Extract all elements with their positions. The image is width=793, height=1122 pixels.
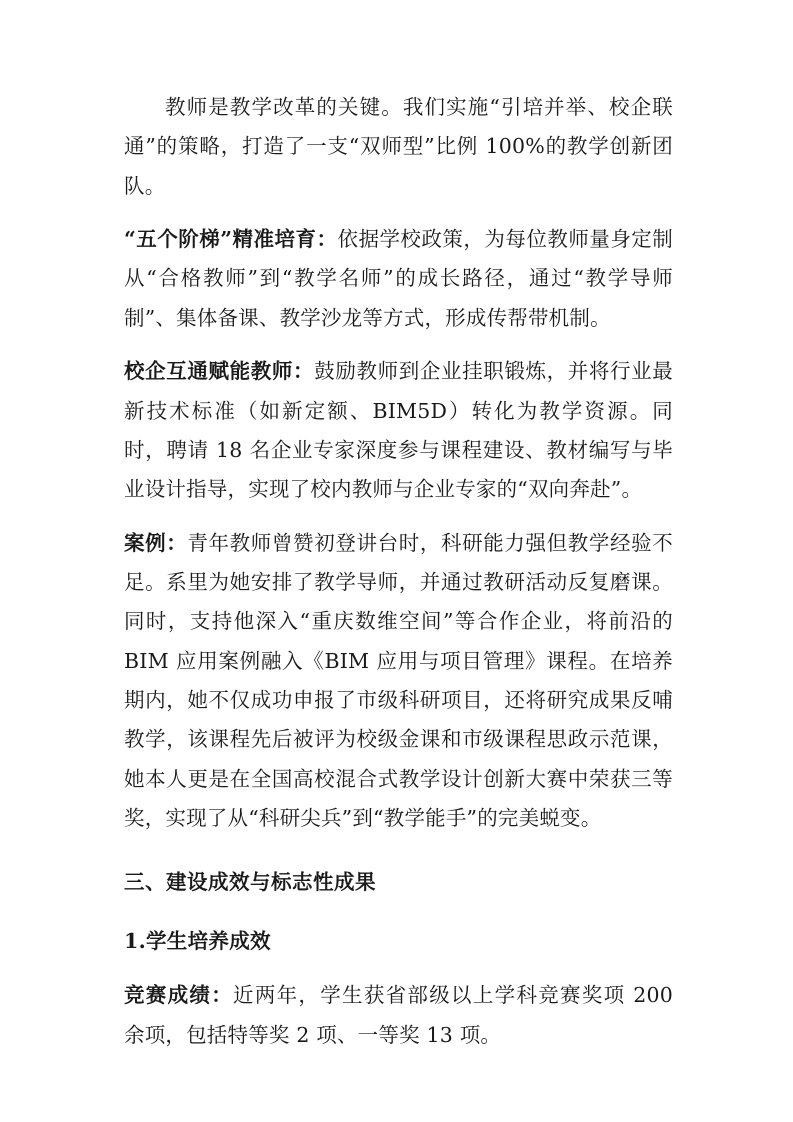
subsection-heading: 1.学生培养成效 <box>124 929 271 954</box>
paragraph-text: 教师是教学改革的关键。我们实施“引培并举、校企联通”的策略，打造了一支“双师型”比例 100%的教学创新团队。 <box>124 95 673 198</box>
paragraph-case <box>124 524 673 839</box>
paragraph-text: 鼓励教师到企业挂职锻炼，并将行业最新技术标准（如新定额、BIM5D）转化为教学资源。同时，聘请 18 名企业专家深度参与课程建设、教材编写与毕业设计指导，实现了校内教师与企业专家的“双向奔赴”。 <box>124 359 673 502</box>
paragraph-text: 青年教师曾赞初登讲台时，科研能力强但教学经验不足。系里为她安排了教学导师，并通过教研活动反复磨课。同时，支持他深入“重庆数维空间”等合作企业，将前沿的 BIM 应用案例融入《BIM 应用与项目管理》课程。在培养期内，她不仅成功申报了市级科研项目，还将研究成果反哺教学，该课程先后被评为校级金课和市级课程思政示范课，她本人更是在全国高校混合式教学设计创新大赛中荣获三等奖，实现了从“科研尖兵”到“教学能手”的完美蜕变。 <box>124 530 673 831</box>
paragraph-text: 依据学校政策，为每位教师量身定制从“合格教师”到“教学名师”的成长路径，通过“教学导师制”、集体备课、教学沙龙等方式，形成传帮带机制。 <box>124 227 673 330</box>
paragraph-lead: 案例： <box>124 530 188 555</box>
paragraph-competition-results <box>124 976 673 1055</box>
paragraph-five-steps <box>124 220 673 338</box>
section-heading: 三、建设成效与标志性成果 <box>124 870 376 895</box>
paragraph-lead: 校企互通赋能教师： <box>124 359 315 384</box>
document-body <box>124 88 673 1055</box>
paragraph-lead: 竞赛成绩： <box>124 983 234 1008</box>
paragraph-text: 近两年，学生获省部级以上学科竞赛奖项 200 余项，包括特等奖 2 项、一等奖 13 项。 <box>124 983 674 1047</box>
paragraph-lead: “五个阶梯”精准培育： <box>124 227 338 252</box>
paragraph-teacher-key <box>124 88 673 206</box>
paragraph-school-enterprise <box>124 352 673 509</box>
